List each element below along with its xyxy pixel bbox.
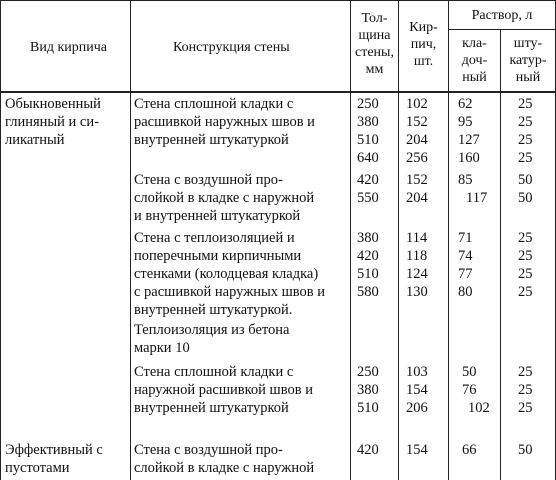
wall-thickness-cell: 420: [357, 442, 379, 458]
laying-mortar-cell: 76: [462, 382, 477, 398]
brick-count-cell: 154: [406, 442, 428, 458]
construction-line: слойкой в кладке с наружной: [134, 190, 315, 206]
construction-line: внутренней штукатуркой: [134, 132, 289, 148]
brick-count-cell: 204: [406, 190, 428, 206]
header-mortar-laying-line: кла-: [462, 36, 487, 51]
construction-line: внутренней штукатуркой: [134, 400, 289, 416]
plaster-mortar-cell: 25: [518, 266, 533, 282]
brick-kind-line: ликатный: [5, 132, 65, 148]
wall-thickness-cell: 380: [357, 230, 379, 246]
laying-mortar-cell: 102: [468, 400, 490, 416]
laying-mortar-cell: 95: [458, 114, 473, 130]
plaster-mortar-cell: 25: [518, 382, 533, 398]
header-thickness-line: щина: [358, 28, 391, 43]
column-divider: [398, 0, 399, 480]
wall-thickness-cell: 420: [357, 248, 379, 264]
construction-line: Стена с воздушной про-: [134, 442, 283, 458]
plaster-mortar-cell: 50: [518, 442, 533, 458]
laying-mortar-cell: 80: [458, 284, 473, 300]
laying-mortar-cell: 66: [462, 442, 477, 458]
plaster-mortar-cell: 25: [518, 400, 533, 416]
column-divider: [130, 0, 131, 480]
brick-count-cell: 206: [406, 400, 428, 416]
construction-line: с расшивкой наружных швов и: [134, 284, 325, 300]
header-thickness-line: Тол-: [361, 11, 388, 26]
laying-mortar-cell: 160: [458, 150, 480, 166]
header-bricks-line: Кир-: [409, 20, 438, 35]
table-border-top: [0, 0, 556, 1]
laying-mortar-cell: 62: [458, 96, 473, 112]
plaster-mortar-cell: 25: [518, 364, 533, 380]
construction-line: Стена сплошной кладки с: [134, 96, 294, 112]
wall-thickness-cell: 510: [357, 400, 379, 416]
plaster-mortar-cell: 25: [518, 150, 533, 166]
wall-thickness-cell: 510: [357, 266, 379, 282]
plaster-mortar-cell: 25: [518, 230, 533, 246]
laying-mortar-cell: 74: [458, 248, 473, 264]
wall-thickness-cell: 250: [357, 96, 379, 112]
brick-count-cell: 154: [406, 382, 428, 398]
header-construction: Конструкция стены: [173, 40, 290, 55]
brick-count-cell: 152: [406, 114, 428, 130]
header-mortar-plaster-line: ный: [515, 70, 541, 85]
construction-line: стенками (колодцевая кладка): [134, 266, 319, 282]
header-mortar-laying-line: доч-: [461, 53, 488, 68]
header-thickness-line: мм: [365, 62, 384, 77]
construction-line: поперечными кирпичными: [134, 248, 302, 264]
wall-thickness-cell: 510: [357, 132, 379, 148]
construction-line: и внутренней штукатуркой: [134, 208, 301, 224]
brick-count-cell: 130: [406, 284, 428, 300]
brick-kind-line: Обыкновенный: [5, 96, 101, 112]
construction-line: Стена с теплоизоляцией и: [134, 230, 295, 246]
header-bottom-rule: [0, 91, 556, 93]
brick-count-cell: 256: [406, 150, 428, 166]
laying-mortar-cell: 50: [462, 364, 477, 380]
laying-mortar-cell: 117: [466, 190, 488, 206]
plaster-mortar-cell: 50: [518, 190, 533, 206]
brick-count-cell: 152: [406, 172, 428, 188]
construction-line: Стена с воздушной про-: [134, 172, 283, 188]
mortar-subheader-rule: [448, 29, 556, 30]
column-divider: [500, 29, 501, 480]
construction-line: Теплоизоляция из бетона: [134, 322, 290, 338]
construction-line: наружной расшивкой швов и: [134, 382, 313, 398]
brick-kind-line: Эффективный с: [5, 442, 103, 458]
wall-thickness-cell: 550: [357, 190, 379, 206]
header-mortar-plaster-line: катур-: [509, 53, 547, 68]
construction-line: внутренней штукатуркой.: [134, 302, 293, 318]
table-border-left: [0, 0, 1, 480]
laying-mortar-cell: 71: [458, 230, 473, 246]
wall-thickness-cell: 580: [357, 284, 379, 300]
plaster-mortar-cell: 50: [518, 172, 533, 188]
brick-count-cell: 103: [406, 364, 428, 380]
brick-count-cell: 118: [406, 248, 428, 264]
plaster-mortar-cell: 25: [518, 132, 533, 148]
plaster-mortar-cell: 25: [518, 248, 533, 264]
laying-mortar-cell: 77: [458, 266, 473, 282]
plaster-mortar-cell: 25: [518, 96, 533, 112]
brick-count-cell: 124: [406, 266, 428, 282]
wall-thickness-cell: 640: [357, 150, 379, 166]
brick-count-cell: 102: [406, 96, 428, 112]
header-thickness-line: стены,: [355, 45, 394, 60]
brick-count-cell: 114: [406, 230, 428, 246]
header-mortar: Раствор, л: [471, 8, 533, 23]
wall-thickness-cell: 380: [357, 382, 379, 398]
laying-mortar-cell: 127: [458, 132, 480, 148]
brick-kind-line: глиняный и си-: [5, 114, 99, 130]
laying-mortar-cell: 85: [458, 172, 473, 188]
header-bricks-line: шт.: [413, 54, 434, 69]
brick-count-cell: 204: [406, 132, 428, 148]
header-bricks-line: пич,: [410, 37, 437, 52]
construction-line: марки 10: [134, 340, 190, 356]
construction-line: слойкой в кладке с наружной: [134, 460, 315, 476]
plaster-mortar-cell: 25: [518, 284, 533, 300]
wall-thickness-cell: 420: [357, 172, 379, 188]
wall-thickness-cell: 250: [357, 364, 379, 380]
wall-thickness-cell: 380: [357, 114, 379, 130]
header-mortar-plaster-line: шту-: [513, 36, 543, 51]
construction-line: расшивкой наружных швов и: [134, 114, 315, 130]
brick-kind-line: пустотами: [5, 460, 70, 476]
header-mortar-laying-line: ный: [462, 70, 487, 85]
plaster-mortar-cell: 25: [518, 114, 533, 130]
construction-line: Стена сплошной кладки с: [134, 364, 294, 380]
header-kind: Вид кирпича: [30, 40, 107, 55]
